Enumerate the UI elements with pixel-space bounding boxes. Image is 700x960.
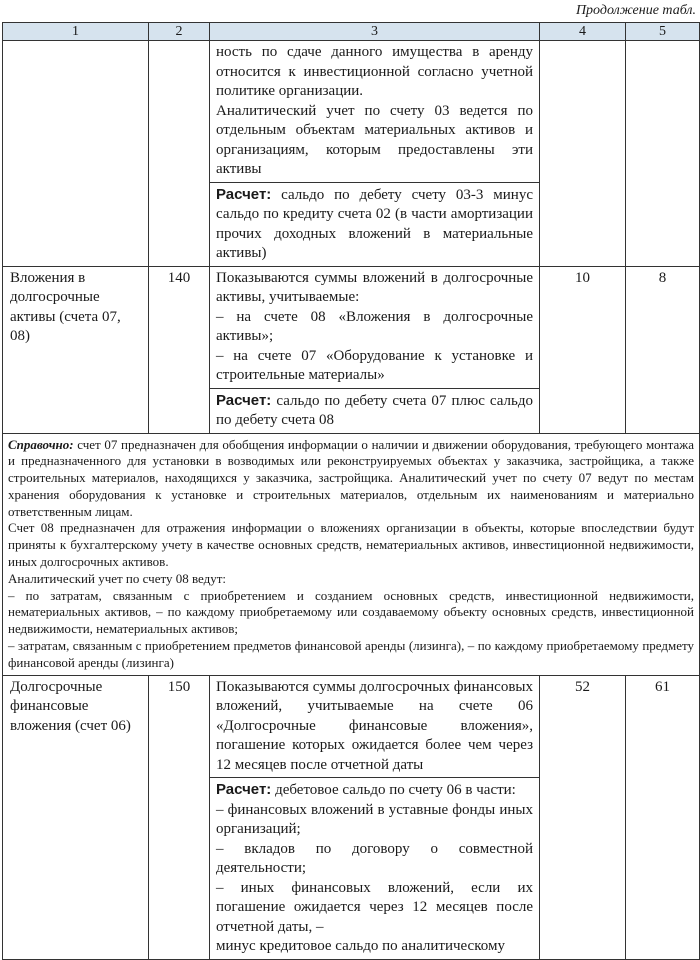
note-label: Справочно:: [8, 436, 74, 452]
row2-desc-line2: – на счете 07 «Оборудование к установке и строительные материалы»: [216, 347, 533, 383]
row3-calc: [210, 778, 540, 960]
row1-calc-text: сальдо по дебету счету 03-3 минус сальдо по кредиту счета 02 (в части амортизации прочих доходных вложений в материальные активы): [216, 186, 533, 261]
table-row: [3, 266, 700, 388]
table-row: [3, 675, 700, 778]
col-header-2: 2: [149, 23, 210, 41]
row2-calc-text: сальдо по дебету счета 07 плюс сальдо по дебету счета 08: [216, 392, 533, 428]
note-p2: Счет 08 предназначен для отражения информации о вложениях организации в объекты, которые впоследствии будут приняты к бухгалтерскому учету в качестве основных средств, нематериальных активов, инвестиционной недвижимости, иных долгосрочных активов.: [8, 520, 694, 570]
row3-description: Показываются суммы долгосрочных финансовых вложений, учитываемые на счете 06 «Долгосрочные финансовые вложения», погашение которых ожидается более чем через 12 месяцев после отчетной даты: [210, 675, 540, 778]
row3-calc-text: дебетовое сальдо по счету 06 в части:: [271, 782, 516, 799]
col-header-3: 3: [210, 23, 540, 41]
note-row: [3, 433, 700, 675]
row2-name: Вложения в долгосрочные активы (счета 07, 08): [3, 266, 149, 433]
row2-value-4: 10: [540, 266, 626, 433]
row3-value-4: 52: [540, 675, 626, 959]
row3-calc-item4: минус кредитовое сальдо по аналитическому: [216, 938, 505, 955]
row1-calc: [210, 182, 540, 266]
row2-code: 140: [149, 266, 210, 433]
balance-table: [2, 22, 700, 960]
row1-name: [3, 41, 149, 267]
row1-value-4: [540, 41, 626, 267]
table-row: [3, 41, 700, 183]
row1-description: [210, 41, 540, 183]
note-p4: – по затратам, связанным с приобретением и созданием основных средств, инвестиционной недвижимости, нематериальных активов, – по каждому приобретаемому или создаваемому объекту основных средств, инвестиционной недвижимости, нематериальных активов;: [8, 587, 694, 637]
row3-name: Долгосрочные финансовые вложения (счет 06): [3, 675, 149, 959]
col-header-4: 4: [540, 23, 626, 41]
row2-value-5: 8: [626, 266, 700, 433]
calc-label: Расчет:: [216, 391, 272, 409]
note-p1: счет 07 предназначен для обобщения информации о наличии и движении оборудования, требующего монтажа и предназначенного для установки в возводимых или реконструируемых объектах у заказчика, застройщика, а также строительных материалов, находящихся у заказчика, застройщика. Аналитический учет по счету 07 ведут по местам хранения оборудования к установке и строительных материалов, отдельным их наименованиям и материально ответственным лицам.: [8, 436, 694, 519]
calc-label: Расчет:: [216, 781, 272, 799]
row1-code: [149, 41, 210, 267]
note-p3: Аналитический учет по счету 08 ведут:: [8, 570, 227, 586]
header-row: [3, 23, 700, 41]
row2-desc-text: Показываются суммы вложений в долгосрочные активы, учитываемые:: [216, 269, 533, 305]
row3-calc-item2: – вкладов по договору о совместной деятельности;: [216, 840, 533, 877]
row3-code: 150: [149, 675, 210, 959]
col-header-5: 5: [626, 23, 700, 41]
row3-calc-item1: – финансовых вложений в уставные фонды иных организаций;: [216, 801, 533, 838]
continuation-label: Продолжение табл.: [575, 3, 696, 18]
row2-desc-line1: – на счете 08 «Вложения в долгосрочные активы»;: [216, 308, 533, 344]
calc-label: Расчет:: [216, 185, 272, 203]
row2-calc: [210, 388, 540, 433]
reference-note: [3, 433, 700, 675]
row1-desc2-text: Аналитический учет по счету 03 ведется по отдельным объектам материальных активов и организациям, которым предоставлены эти активы: [216, 102, 533, 177]
row3-calc-item3: – иных финансовых вложений, если их погашение ожидается через 12 месяцев после отчетной даты, –: [216, 879, 533, 935]
row3-value-5: 61: [626, 675, 700, 959]
row1-desc-text: ность по сдаче данного имущества в аренду относится к инвестиционной согласно учетной политике организации.: [216, 44, 533, 99]
col-header-1: 1: [3, 23, 149, 41]
row2-description: [210, 266, 540, 388]
note-p5: – затратам, связанным с приобретением предметов финансовой аренды (лизинга), – по каждому приобретаемому предмету финансовой аренды (лизинга): [8, 638, 694, 670]
row1-value-5: [626, 41, 700, 267]
